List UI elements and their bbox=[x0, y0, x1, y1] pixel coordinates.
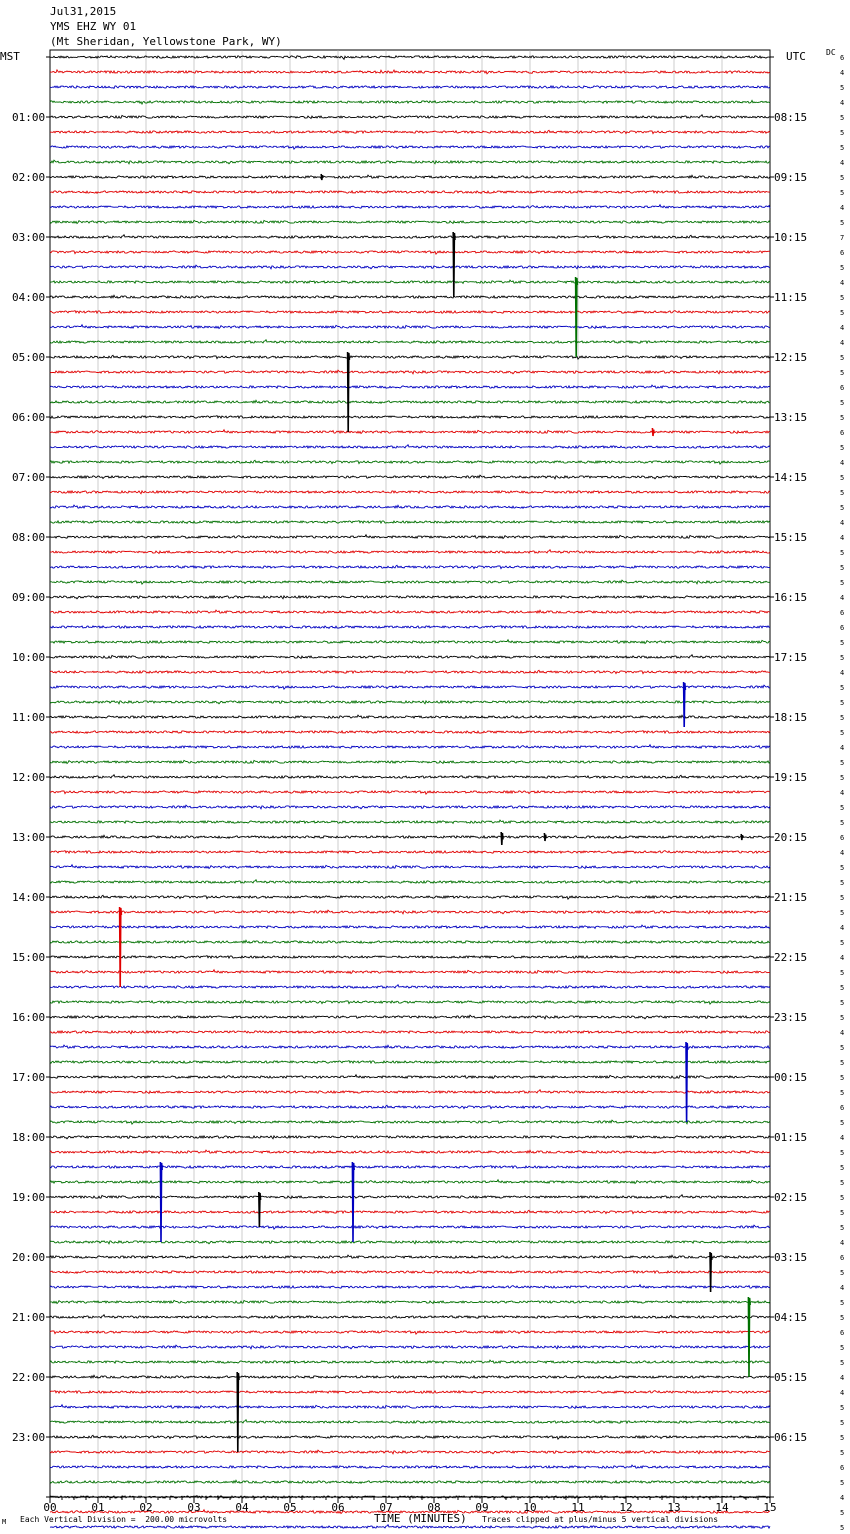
dc-value: 5 bbox=[840, 1434, 845, 1442]
left-axis-title: MST bbox=[0, 50, 20, 63]
mst-hour-label: 20:00 bbox=[12, 1251, 46, 1264]
dc-value: 5 bbox=[840, 1059, 845, 1067]
trace-3 bbox=[50, 100, 770, 104]
dc-value: 5 bbox=[840, 1359, 845, 1367]
dc-value: 4 bbox=[840, 954, 845, 962]
trace-73 bbox=[50, 1150, 770, 1153]
trace-46 bbox=[50, 745, 770, 749]
trace-18 bbox=[50, 325, 770, 329]
dc-value: 5 bbox=[840, 1479, 845, 1487]
trace-70 bbox=[50, 1105, 770, 1108]
dc-value: 4 bbox=[840, 1494, 845, 1502]
trace-66 bbox=[50, 1045, 770, 1048]
seismic-event bbox=[576, 277, 578, 357]
labels bbox=[12, 54, 844, 1534]
dc-value: 5 bbox=[840, 1344, 845, 1352]
x-tick-label: 03 bbox=[187, 1501, 201, 1514]
dc-value: 6 bbox=[840, 384, 845, 392]
dc-value: 6 bbox=[840, 249, 845, 257]
trace-21 bbox=[50, 370, 770, 374]
trace-16 bbox=[50, 295, 770, 298]
dc-value: 5 bbox=[840, 909, 845, 917]
trace-54 bbox=[50, 865, 770, 869]
trace-6 bbox=[50, 146, 770, 149]
dc-value: 5 bbox=[840, 1014, 845, 1022]
dc-value: 4 bbox=[840, 279, 845, 287]
trace-64 bbox=[50, 1015, 770, 1019]
dc-value: 5 bbox=[840, 369, 845, 377]
seismic-event bbox=[321, 174, 323, 180]
dc-value: 5 bbox=[840, 969, 845, 977]
dc-value: 5 bbox=[840, 639, 845, 647]
seismic-event bbox=[748, 1297, 750, 1377]
dc-value: 5 bbox=[840, 174, 845, 182]
trace-98 bbox=[50, 1525, 770, 1528]
dc-value: 5 bbox=[840, 654, 845, 662]
dc-value: 5 bbox=[840, 129, 845, 137]
dc-value: 5 bbox=[840, 1314, 845, 1322]
trace-51 bbox=[50, 820, 770, 823]
dc-value: 4 bbox=[840, 1389, 845, 1397]
dc-value: 5 bbox=[840, 219, 845, 227]
mst-hour-label: 21:00 bbox=[12, 1311, 46, 1324]
dc-value: 5 bbox=[840, 309, 845, 317]
trace-65 bbox=[50, 1031, 770, 1034]
utc-hour-label: 00:15 bbox=[774, 1071, 808, 1084]
dc-value: 6 bbox=[840, 429, 845, 437]
mst-hour-label: 05:00 bbox=[12, 351, 46, 364]
trace-28 bbox=[50, 475, 770, 479]
trace-81 bbox=[50, 1271, 770, 1274]
trace-61 bbox=[50, 970, 770, 974]
trace-52 bbox=[50, 835, 770, 838]
dc-value: 5 bbox=[840, 699, 845, 707]
utc-hour-label: 02:15 bbox=[774, 1191, 808, 1204]
x-tick-label: 07 bbox=[379, 1501, 393, 1514]
dc-value: 5 bbox=[840, 1224, 845, 1232]
seismic-event bbox=[259, 1192, 261, 1227]
trace-5 bbox=[50, 130, 770, 133]
trace-29 bbox=[50, 491, 770, 494]
trace-63 bbox=[50, 1000, 770, 1004]
seismic-event bbox=[741, 834, 743, 840]
dc-value: 4 bbox=[840, 1239, 845, 1247]
dc-value: 5 bbox=[840, 84, 845, 92]
x-tick-label: 12 bbox=[619, 1501, 633, 1514]
dc-value: 6 bbox=[840, 1464, 845, 1472]
trace-23 bbox=[50, 400, 770, 403]
mst-hour-label: 22:00 bbox=[12, 1371, 46, 1384]
trace-22 bbox=[50, 385, 770, 388]
trace-82 bbox=[50, 1285, 770, 1289]
trace-68 bbox=[50, 1075, 770, 1079]
dc-value: 4 bbox=[840, 669, 845, 677]
dc-value: 5 bbox=[840, 1404, 845, 1412]
mst-hour-label: 19:00 bbox=[12, 1191, 46, 1204]
trace-80 bbox=[50, 1255, 770, 1258]
utc-hour-label: 05:15 bbox=[774, 1371, 808, 1384]
clip-note: Traces clipped at plus/minus 5 vertical divisions bbox=[482, 1515, 719, 1524]
utc-hour-label: 08:15 bbox=[774, 111, 808, 124]
seismic-event bbox=[652, 428, 654, 436]
x-tick-label: 15 bbox=[763, 1501, 777, 1514]
mst-hour-label: 14:00 bbox=[12, 891, 46, 904]
trace-78 bbox=[50, 1225, 770, 1229]
x-tick-label: 05 bbox=[283, 1501, 297, 1514]
utc-hour-label: 18:15 bbox=[774, 711, 808, 724]
trace-13 bbox=[50, 251, 770, 254]
trace-26 bbox=[50, 445, 770, 448]
dc-value: 4 bbox=[840, 99, 845, 107]
dc-value: 5 bbox=[840, 714, 845, 722]
dc-value: 4 bbox=[840, 69, 845, 77]
trace-47 bbox=[50, 760, 770, 763]
trace-59 bbox=[50, 940, 770, 943]
mst-hour-label: 16:00 bbox=[12, 1011, 46, 1024]
dc-value: 6 bbox=[840, 834, 845, 842]
seismic-event bbox=[686, 1042, 688, 1122]
dc-value: 6 bbox=[840, 609, 845, 617]
seismic-event bbox=[710, 1252, 712, 1292]
dc-value: 6 bbox=[840, 624, 845, 632]
dc-value: 4 bbox=[840, 534, 845, 542]
dc-value: 5 bbox=[840, 729, 845, 737]
x-tick-label: 11 bbox=[571, 1501, 585, 1514]
dc-value: 5 bbox=[840, 1194, 845, 1202]
dc-value: 5 bbox=[840, 684, 845, 692]
dc-value: 5 bbox=[840, 894, 845, 902]
traces bbox=[50, 56, 770, 1534]
trace-7 bbox=[50, 160, 770, 164]
trace-45 bbox=[50, 731, 770, 734]
dc-value: 4 bbox=[840, 1284, 845, 1292]
seismic-event bbox=[348, 352, 350, 432]
trace-93 bbox=[50, 1450, 770, 1454]
x-tick-label: 10 bbox=[523, 1501, 537, 1514]
trace-62 bbox=[50, 985, 770, 988]
dc-value: 5 bbox=[840, 864, 845, 872]
mst-hour-label: 18:00 bbox=[12, 1131, 46, 1144]
x-tick-label: 04 bbox=[235, 1501, 249, 1514]
trace-42 bbox=[50, 685, 770, 689]
trace-76 bbox=[50, 1195, 770, 1199]
dc-value: 4 bbox=[840, 324, 845, 332]
utc-hour-label: 01:15 bbox=[774, 1131, 808, 1144]
dc-value: 5 bbox=[840, 444, 845, 452]
utc-hour-label: 10:15 bbox=[774, 231, 808, 244]
seismic-event bbox=[237, 1372, 239, 1452]
dc-value: 5 bbox=[840, 819, 845, 827]
dc-value: 5 bbox=[840, 1074, 845, 1082]
trace-44 bbox=[50, 715, 770, 718]
trace-4 bbox=[50, 115, 770, 119]
dc-column-title: DC bbox=[826, 48, 836, 57]
header-location: (Mt Sheridan, Yellowstone Park, WY) bbox=[50, 35, 282, 48]
x-tick-label: 00 bbox=[43, 1501, 57, 1514]
trace-0 bbox=[50, 56, 770, 60]
dc-value: 5 bbox=[840, 1509, 845, 1517]
dc-value: 4 bbox=[840, 204, 845, 212]
trace-56 bbox=[50, 895, 770, 899]
trace-34 bbox=[50, 565, 770, 568]
dc-value: 5 bbox=[840, 579, 845, 587]
trace-10 bbox=[50, 205, 770, 209]
dc-value: 5 bbox=[840, 264, 845, 272]
dc-value: 5 bbox=[840, 474, 845, 482]
utc-hour-label: 21:15 bbox=[774, 891, 808, 904]
trace-48 bbox=[50, 775, 770, 779]
mst-hour-label: 02:00 bbox=[12, 171, 46, 184]
dc-value: 4 bbox=[840, 849, 845, 857]
trace-37 bbox=[50, 610, 770, 613]
dc-value: 5 bbox=[840, 774, 845, 782]
trace-11 bbox=[50, 220, 770, 223]
dc-value: 7 bbox=[840, 234, 845, 242]
seismic-event bbox=[352, 1162, 354, 1242]
dc-value: 5 bbox=[840, 504, 845, 512]
dc-value: 6 bbox=[840, 54, 845, 62]
trace-14 bbox=[50, 265, 770, 269]
trace-79 bbox=[50, 1241, 770, 1244]
dc-value: 6 bbox=[840, 1254, 845, 1262]
trace-41 bbox=[50, 670, 770, 673]
utc-hour-label: 06:15 bbox=[774, 1431, 808, 1444]
utc-hour-label: 12:15 bbox=[774, 351, 808, 364]
trace-60 bbox=[50, 956, 770, 959]
dc-value: 4 bbox=[840, 789, 845, 797]
trace-83 bbox=[50, 1300, 770, 1303]
trace-53 bbox=[50, 851, 770, 854]
trace-67 bbox=[50, 1061, 770, 1064]
trace-90 bbox=[50, 1405, 770, 1409]
trace-57 bbox=[50, 910, 770, 914]
dc-value: 5 bbox=[840, 1179, 845, 1187]
dc-value: 5 bbox=[840, 294, 845, 302]
trace-95 bbox=[50, 1480, 770, 1483]
trace-25 bbox=[50, 430, 770, 434]
trace-17 bbox=[50, 311, 770, 314]
trace-27 bbox=[50, 460, 770, 464]
dc-value: 4 bbox=[840, 1134, 845, 1142]
dc-value: 5 bbox=[840, 144, 845, 152]
seismic-event bbox=[684, 682, 686, 727]
dc-value: 5 bbox=[840, 804, 845, 812]
trace-71 bbox=[50, 1120, 770, 1124]
dc-value: 5 bbox=[840, 399, 845, 407]
trace-84 bbox=[50, 1315, 770, 1319]
trace-35 bbox=[50, 580, 770, 584]
dc-value: 5 bbox=[840, 984, 845, 992]
mst-hour-label: 08:00 bbox=[12, 531, 46, 544]
trace-49 bbox=[50, 791, 770, 794]
trace-88 bbox=[50, 1375, 770, 1378]
utc-hour-label: 14:15 bbox=[774, 471, 808, 484]
mst-hour-label: 03:00 bbox=[12, 231, 46, 244]
dc-value: 4 bbox=[840, 924, 845, 932]
trace-40 bbox=[50, 655, 770, 659]
dc-value: 5 bbox=[840, 939, 845, 947]
trace-92 bbox=[50, 1435, 770, 1439]
trace-89 bbox=[50, 1391, 770, 1394]
dc-value: 5 bbox=[840, 999, 845, 1007]
x-tick-label: 06 bbox=[331, 1501, 345, 1514]
trace-72 bbox=[50, 1136, 770, 1139]
trace-43 bbox=[50, 701, 770, 704]
dc-value: 5 bbox=[840, 489, 845, 497]
utc-hour-label: 11:15 bbox=[774, 291, 808, 304]
trace-1 bbox=[50, 70, 770, 74]
dc-value: 5 bbox=[840, 189, 845, 197]
footer-mark: M bbox=[2, 1518, 7, 1526]
events bbox=[120, 174, 751, 1452]
dc-value: 5 bbox=[840, 354, 845, 362]
utc-hour-label: 03:15 bbox=[774, 1251, 808, 1264]
trace-58 bbox=[50, 925, 770, 928]
x-tick-label: 01 bbox=[91, 1501, 105, 1514]
trace-91 bbox=[50, 1420, 770, 1423]
seismic-event bbox=[120, 907, 122, 987]
dc-value: 5 bbox=[840, 549, 845, 557]
dc-value: 6 bbox=[840, 1329, 845, 1337]
dc-value: 5 bbox=[840, 1299, 845, 1307]
dc-value: 5 bbox=[840, 1089, 845, 1097]
trace-55 bbox=[50, 880, 770, 883]
utc-hour-label: 20:15 bbox=[774, 831, 808, 844]
utc-hour-label: 13:15 bbox=[774, 411, 808, 424]
dc-value: 4 bbox=[840, 1374, 845, 1382]
trace-39 bbox=[50, 640, 770, 644]
x-tick-label: 13 bbox=[667, 1501, 681, 1514]
dc-value: 4 bbox=[840, 519, 845, 527]
mst-hour-label: 09:00 bbox=[12, 591, 46, 604]
mst-hour-label: 13:00 bbox=[12, 831, 46, 844]
mst-hour-label: 06:00 bbox=[12, 411, 46, 424]
trace-15 bbox=[50, 280, 770, 283]
trace-19 bbox=[50, 340, 770, 343]
trace-36 bbox=[50, 596, 770, 599]
dc-value: 5 bbox=[840, 114, 845, 122]
utc-hour-label: 22:15 bbox=[774, 951, 808, 964]
mst-hour-label: 07:00 bbox=[12, 471, 46, 484]
x-tick-label: 14 bbox=[715, 1501, 729, 1514]
dc-value: 5 bbox=[840, 1119, 845, 1127]
seismic-event bbox=[544, 833, 546, 841]
dc-value: 5 bbox=[840, 1449, 845, 1457]
trace-32 bbox=[50, 535, 770, 539]
mst-hour-label: 15:00 bbox=[12, 951, 46, 964]
dc-value: 5 bbox=[840, 759, 845, 767]
dc-value: 5 bbox=[840, 564, 845, 572]
dc-value: 5 bbox=[840, 1269, 845, 1277]
mst-hour-label: 23:00 bbox=[12, 1431, 46, 1444]
dc-value: 5 bbox=[840, 1044, 845, 1052]
trace-2 bbox=[50, 86, 770, 89]
trace-20 bbox=[50, 355, 770, 359]
trace-24 bbox=[50, 416, 770, 419]
dc-value: 4 bbox=[840, 159, 845, 167]
dc-value: 5 bbox=[840, 1149, 845, 1157]
trace-75 bbox=[50, 1180, 770, 1184]
dc-value: 5 bbox=[840, 414, 845, 422]
utc-hour-label: 19:15 bbox=[774, 771, 808, 784]
utc-hour-label: 09:15 bbox=[774, 171, 808, 184]
dc-value: 4 bbox=[840, 1029, 845, 1037]
x-axis-title: TIME (MINUTES) bbox=[374, 1512, 467, 1525]
x-tick-label: 09 bbox=[475, 1501, 489, 1514]
trace-86 bbox=[50, 1345, 770, 1349]
dc-value: 4 bbox=[840, 339, 845, 347]
seismic-event bbox=[453, 232, 455, 297]
trace-31 bbox=[50, 521, 770, 524]
mst-hour-label: 12:00 bbox=[12, 771, 46, 784]
trace-77 bbox=[50, 1210, 770, 1213]
utc-hour-label: 16:15 bbox=[774, 591, 808, 604]
dc-value: 5 bbox=[840, 1524, 845, 1532]
x-tick-label: 02 bbox=[139, 1501, 153, 1514]
header-station: YMS EHZ WY 01 bbox=[50, 20, 137, 33]
trace-38 bbox=[50, 626, 770, 629]
trace-8 bbox=[50, 175, 770, 178]
utc-hour-label: 17:15 bbox=[774, 651, 808, 664]
utc-hour-label: 04:15 bbox=[774, 1311, 808, 1324]
utc-hour-label: 15:15 bbox=[774, 531, 808, 544]
mst-hour-label: 11:00 bbox=[12, 711, 46, 724]
header-date: Jul31,2015 bbox=[50, 5, 117, 18]
right-axis-title: UTC bbox=[786, 50, 806, 63]
trace-12 bbox=[50, 235, 770, 239]
trace-74 bbox=[50, 1166, 770, 1169]
trace-50 bbox=[50, 805, 770, 809]
trace-9 bbox=[50, 191, 770, 194]
dc-value: 4 bbox=[840, 459, 845, 467]
seismic-event bbox=[160, 1162, 162, 1242]
trace-69 bbox=[50, 1090, 770, 1094]
dc-value: 4 bbox=[840, 744, 845, 752]
dc-value: 5 bbox=[840, 1164, 845, 1172]
trace-33 bbox=[50, 550, 770, 554]
dc-value: 5 bbox=[840, 879, 845, 887]
seismic-event bbox=[501, 832, 503, 845]
x-tick-label: 08 bbox=[427, 1501, 441, 1514]
trace-85 bbox=[50, 1331, 770, 1334]
dc-value: 6 bbox=[840, 1104, 845, 1112]
mst-hour-label: 01:00 bbox=[12, 111, 46, 124]
dc-value: 5 bbox=[840, 1419, 845, 1427]
trace-87 bbox=[50, 1360, 770, 1363]
dc-value: 5 bbox=[840, 1209, 845, 1217]
vertical-division-note: Each Vertical Division = 200.00 microvolts bbox=[20, 1515, 228, 1524]
mst-hour-label: 10:00 bbox=[12, 651, 46, 664]
utc-hour-label: 23:15 bbox=[774, 1011, 808, 1024]
mst-hour-label: 17:00 bbox=[12, 1071, 46, 1084]
mst-hour-label: 04:00 bbox=[12, 291, 46, 304]
trace-30 bbox=[50, 505, 770, 508]
trace-94 bbox=[50, 1465, 770, 1468]
dc-value: 4 bbox=[840, 594, 845, 602]
